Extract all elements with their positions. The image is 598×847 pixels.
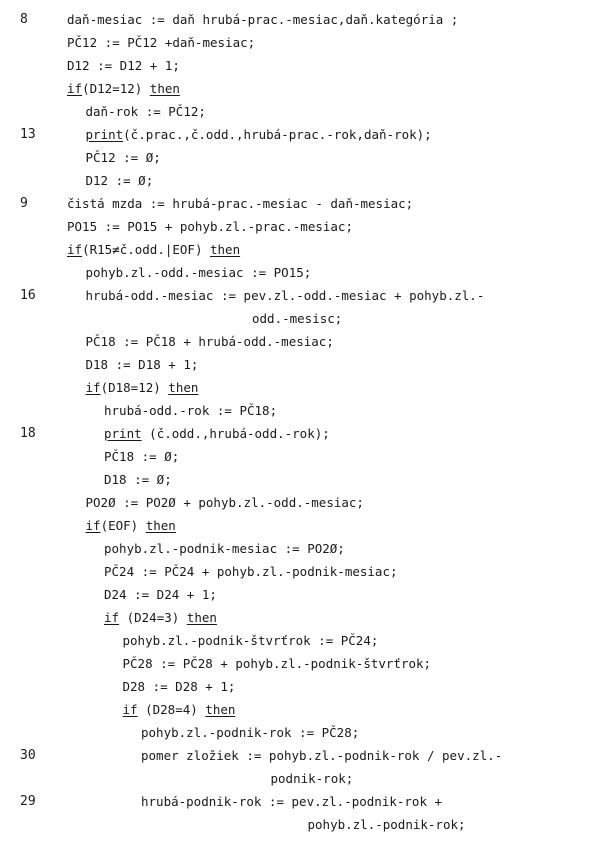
code-line [0, 423, 598, 445]
code-fragment: hrubá-odd.-mesiac := pev.zl.-odd.-mesiac + pohyb.zl.- [85, 288, 485, 303]
code-text [104, 607, 217, 629]
code-fragment: D12 := D12 + 1; [67, 58, 180, 73]
keyword: if [122, 702, 138, 717]
code-text [86, 515, 176, 537]
code-line [0, 653, 598, 675]
code-line [0, 722, 598, 744]
keyword: print [85, 127, 124, 142]
code-text [86, 331, 334, 353]
code-text [67, 239, 240, 261]
code-fragment: D18 := Ø; [104, 472, 172, 487]
code-fragment: PČ12 := Ø; [85, 150, 161, 165]
code-text [67, 193, 413, 215]
code-line [0, 745, 598, 767]
code-line [0, 814, 598, 836]
code-line [0, 101, 598, 123]
code-text [67, 78, 180, 100]
code-fragment: (D18=12) [100, 380, 169, 395]
line-number: 30 [20, 748, 36, 763]
code-line [0, 331, 598, 353]
code-fragment: PO15 := PO15 + pohyb.zl.-prac.-mesiac; [67, 219, 353, 234]
line-number: 16 [20, 288, 36, 303]
keyword: if [67, 81, 83, 96]
code-fragment: pohyb.zl.-podnik-rok := PČ28; [141, 725, 360, 740]
code-fragment: (č.odd.,hrubá-odd.-rok); [141, 426, 330, 441]
code-line [0, 561, 598, 583]
code-fragment: PO2Ø := PO2Ø + pohyb.zl.-odd.-mesiac; [85, 495, 364, 510]
code-text [104, 423, 330, 445]
code-line [0, 584, 598, 606]
code-text [308, 814, 466, 836]
keyword: then [149, 81, 180, 96]
code-line [0, 630, 598, 652]
code-text [104, 538, 345, 560]
code-fragment: (D24=3) [119, 610, 187, 625]
code-line [0, 193, 598, 215]
code-line [0, 124, 598, 146]
code-fragment: pohyb.zl.-podnik-rok; [307, 817, 466, 832]
code-fragment: hrubá-odd.-rok := PČ18; [104, 403, 278, 418]
code-line [0, 538, 598, 560]
code-text [67, 216, 353, 238]
code-line [0, 354, 598, 376]
code-text [67, 9, 458, 31]
code-text [67, 32, 255, 54]
code-fragment: pohyb.zl.-odd.-mesiac := PO15; [85, 265, 312, 280]
keyword: if [104, 610, 120, 625]
code-text [104, 561, 398, 583]
code-text [86, 170, 154, 192]
code-line [0, 239, 598, 261]
code-fragment: PČ28 := PČ28 + pohyb.zl.-podnik-štvrťrok; [122, 656, 432, 671]
code-text [86, 101, 206, 123]
code-fragment: (D12=12) [82, 81, 150, 96]
code-line [0, 55, 598, 77]
code-line [0, 32, 598, 54]
keyword: if [85, 518, 101, 533]
code-text [123, 676, 236, 698]
code-line [0, 607, 598, 629]
code-text [104, 584, 217, 606]
code-fragment: podnik-rok; [270, 771, 354, 786]
code-fragment: PČ12 := PČ12 +daň-mesiac; [67, 35, 256, 50]
code-line [0, 791, 598, 813]
keyword: print [104, 426, 142, 441]
keyword: then [145, 518, 176, 533]
code-line [0, 676, 598, 698]
code-line [0, 446, 598, 468]
code-text [86, 262, 312, 284]
code-line [0, 170, 598, 192]
code-line [0, 78, 598, 100]
code-fragment: (R15≠č.odd.|EOF) [82, 242, 210, 257]
code-text [271, 768, 354, 790]
code-text [141, 745, 502, 767]
code-fragment: D28 := D28 + 1; [122, 679, 236, 694]
code-text [123, 630, 379, 652]
code-fragment: pohyb.zl.-podnik-štvrťrok := PČ24; [122, 633, 379, 648]
code-line [0, 469, 598, 491]
code-fragment: (D28=4) [137, 702, 206, 717]
keyword: if [85, 380, 101, 395]
code-line [0, 492, 598, 514]
code-fragment: čistá mzda := hrubá-prac.-mesiac - daň-mesiac; [67, 196, 414, 211]
code-text [86, 285, 485, 307]
code-fragment: hrubá-podnik-rok := pev.zl.-podnik-rok + [141, 794, 443, 809]
line-number: 9 [20, 196, 28, 211]
code-line [0, 699, 598, 721]
code-fragment: pomer zložiek := pohyb.zl.-podnik-rok / pev.zl.- [141, 748, 503, 763]
code-text [123, 653, 432, 675]
code-text [86, 147, 161, 169]
code-line [0, 400, 598, 422]
code-line [0, 308, 598, 330]
code-text [67, 55, 180, 77]
code-fragment: D18 := D18 + 1; [85, 357, 199, 372]
keyword: then [186, 610, 217, 625]
code-line [0, 262, 598, 284]
line-number: 13 [20, 127, 36, 142]
code-line [0, 9, 598, 31]
code-line [0, 285, 598, 307]
code-fragment: (č.prac.,č.odd.,hrubá-prac.-rok,daň-rok); [123, 127, 432, 142]
code-line [0, 768, 598, 790]
code-fragment: odd.-mesisc; [252, 311, 343, 326]
code-fragment: PČ18 := Ø; [104, 449, 180, 464]
code-line [0, 216, 598, 238]
code-fragment: (EOF) [100, 518, 146, 533]
line-number: 18 [20, 426, 36, 441]
code-text [86, 377, 199, 399]
keyword: if [67, 242, 83, 257]
code-fragment: pohyb.zl.-podnik-mesiac := PO2Ø; [104, 541, 345, 556]
keyword: then [168, 380, 199, 395]
code-text [86, 124, 432, 146]
code-text [104, 446, 179, 468]
code-fragment: D24 := D24 + 1; [104, 587, 217, 602]
code-text [104, 400, 277, 422]
code-text [86, 354, 199, 376]
keyword: then [210, 242, 241, 257]
code-text [123, 699, 236, 721]
code-fragment: daň-mesiac := daň hrubá-prac.-mesiac,daň.kategória ; [67, 12, 459, 27]
code-line [0, 147, 598, 169]
code-fragment: D12 := Ø; [85, 173, 154, 188]
code-text [141, 791, 442, 813]
code-fragment: PČ18 := PČ18 + hrubá-odd.-mesiac; [85, 334, 334, 349]
code-line [0, 515, 598, 537]
keyword: then [205, 702, 236, 717]
code-text [252, 308, 342, 330]
code-fragment: PČ24 := PČ24 + pohyb.zl.-podnik-mesiac; [104, 564, 398, 579]
code-line [0, 377, 598, 399]
line-number: 8 [20, 12, 28, 27]
code-text [141, 722, 359, 744]
code-fragment: daň-rok := PČ12; [85, 104, 206, 119]
line-number: 29 [20, 794, 36, 809]
code-text [86, 492, 364, 514]
code-text [104, 469, 172, 491]
